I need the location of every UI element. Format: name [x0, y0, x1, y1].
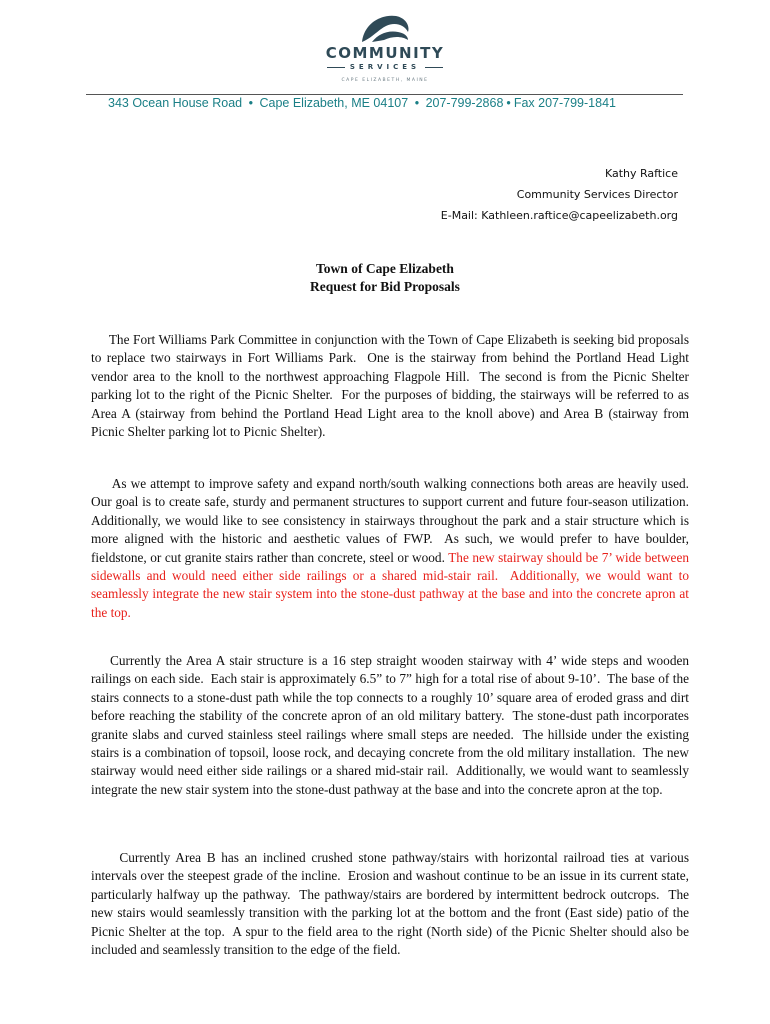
bullet-icon: • — [506, 96, 511, 110]
bullet-icon: • — [248, 96, 253, 110]
contact-city: Cape Elizabeth, ME 04107 — [259, 96, 409, 110]
logo-sub-row — [300, 63, 470, 72]
paragraph-intro: The Fort Williams Park Committee in conjunction with the Town of Cape Elizabeth is seeking bid proposals to replace two stairways in Fort Williams Park. One is the stairway from behind the Portland Head Light vendor area to the knoll to the northwest approaching Flagpole Hill. The second is from the Picnic Shelter parking lot to the right of the Picnic Shelter. For the purposes of bidding, the stairways will be referred to as Area A (stairway from behind the Portland Head Light area to the knoll above) and Area B (stairway from Picnic Shelter parking lot to Picnic Shelter). — [91, 332, 693, 440]
header-divider — [86, 94, 683, 95]
bullet-icon: • — [414, 96, 420, 110]
paragraph-area-a: Currently the Area A stair structure is a 16 step straight wooden stairway with 4’ wide steps and wooden railings on each side. Each stair is approximately 6.5” to 7” high for a total rise of about 9-10’. The base of the stairs connects to a stone-dust path while the top connects to a roughly 10’ square area of eroded grass and dirt before reaching the stability of the concrete apron of an old military battery. The stone-dust path incorporates granite slabs and curved stainless steel railings where small steps are needed. The hillside under the existing stairs is a combination of topsoil, loose rock, and decaying concrete from the old military installation. The new stairway would need either side railings or a shared mid-stair rail. Additionally, we would want to seamlessly integrate the new stair system into the stone-dust pathway at the base and into the concrete apron at the top. — [91, 653, 693, 797]
signature-email[interactable]: E-Mail: Kathleen.raftice@capeelizabeth.org — [440, 209, 678, 222]
paragraph-goals-highlight: The new stairway should be 7’ wide between sidewalls and would need either side railings or a shared mid-stair rail. Additionally, we would want to seamlessly integrate the new stair system into the stone-dust pathway at the base and into the concrete apron at the top. — [91, 549, 693, 620]
signature-block — [441, 163, 678, 226]
community-services-logo — [300, 12, 470, 90]
logo-rule-left — [327, 67, 345, 68]
logo-rule-right — [425, 67, 443, 68]
contact-phone: 207-799-2868 — [425, 96, 504, 110]
wave-leaf-icon — [358, 12, 412, 44]
logo-subtitle: SERVICES — [349, 63, 421, 71]
document-title — [0, 260, 770, 296]
paragraph-goals-text: As we attempt to improve safety and expand north/south walking connections both areas are heavily used. Our goal is to create safe, sturdy and permanent structures to support current and future four-season utilization. Additionally, we would like to see consistency in stairways throughout the park and a stair structure which is more aligned with the historic and aesthetic values of FWP. As such, we would prefer to have boulder, fieldstone, or cut granite stairs rather than concrete, steel or wood. — [91, 476, 696, 565]
logo-wordmark: COMMUNITY — [325, 44, 445, 62]
contact-address: 343 Ocean House Road — [108, 96, 243, 110]
paragraph-goals — [91, 475, 696, 622]
logo-town: CAPE ELIZABETH, MAINE — [341, 78, 429, 83]
contact-line — [108, 96, 616, 110]
signature-role: Community Services Director — [516, 188, 678, 201]
paragraph-area-b: Currently Area B has an inclined crushed stone pathway/stairs with horizontal railroad ties at various intervals over the steepest grade of the incline. Erosion and washout continue to be an issue in its current state, particularly halfway up the pathway. The pathway/stairs are bordered by intermittent bedrock outcrops. The new stairs would seamlessly transition with the parking lot at the bottom and the front (East side) patio of the Picnic Shelter at the top. A spur to the field area to the right (North side) of the Picnic Shelter should also be included and seamlessly transition to the edge of the field. — [91, 850, 693, 958]
contact-fax: Fax 207-799-1841 — [513, 96, 616, 110]
title-line-1: Town of Cape Elizabeth — [316, 261, 454, 276]
signature-name: Kathy Raftice — [604, 167, 678, 180]
title-line-2: Request for Bid Proposals — [310, 279, 460, 294]
